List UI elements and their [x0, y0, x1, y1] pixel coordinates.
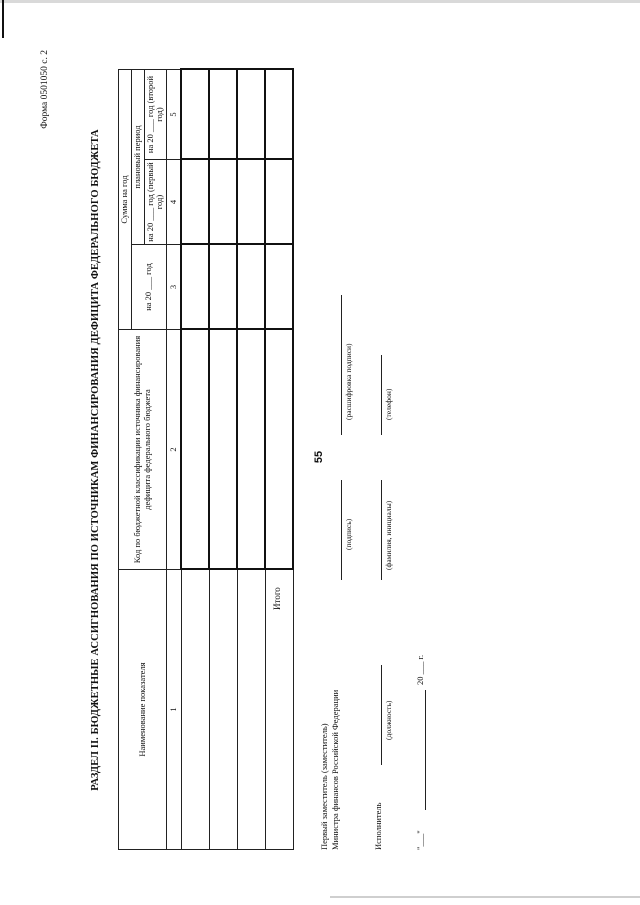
appropriations-table: [118, 69, 294, 851]
table-cell[interactable]: [237, 70, 265, 160]
column-number: 4: [167, 160, 182, 245]
name-line[interactable]: [381, 480, 382, 580]
table-cell[interactable]: [209, 570, 237, 850]
page-edge-bottom: [330, 896, 640, 898]
table-cell[interactable]: [265, 570, 293, 850]
table-cell[interactable]: [181, 245, 209, 330]
first-deputy-label: Первый заместитель (заместитель): [319, 723, 329, 850]
table-cell[interactable]: [265, 70, 293, 160]
table-cell[interactable]: [209, 160, 237, 245]
header-indicator-name: Наименование показателя: [119, 570, 167, 850]
section-title: РАЗДЕЛ II. БЮДЖЕТНЫЕ АССИГНОВАНИЯ ПО ИСТОЧНИКАМ ФИНАНСИРОВАНИЯ ДЕФИЦИТА ФЕДЕРАЛЬНОГО БЮДЖЕТА: [90, 129, 101, 791]
table-cell[interactable]: [181, 160, 209, 245]
table-cell[interactable]: [209, 245, 237, 330]
date-month-line[interactable]: [425, 690, 426, 810]
table-row: [209, 70, 237, 850]
signature-caption: (подпись): [344, 518, 353, 550]
ministry-label: Министра финансов Российской Федерации: [330, 689, 340, 850]
table-row: [265, 70, 293, 850]
column-number: 1: [167, 570, 182, 850]
header-budget-code: Код по бюджетной классификации источника финансирования дефицита федерального бюджета: [119, 330, 167, 570]
date-year[interactable]: 20 ___ г.: [415, 654, 425, 685]
table-cell[interactable]: [237, 160, 265, 245]
header-year: на 20 ___ год: [131, 245, 166, 330]
rotated-form: [40, 50, 600, 870]
executor-label: Исполнитель: [373, 802, 383, 850]
column-number: 2: [167, 330, 182, 570]
table-cell[interactable]: [181, 570, 209, 850]
column-number: 3: [167, 245, 182, 330]
table-cell[interactable]: [181, 70, 209, 160]
table-cell[interactable]: [209, 70, 237, 160]
page-edge-left: [2, 0, 4, 38]
table-row: [237, 70, 265, 850]
total-label: Итого: [272, 587, 282, 610]
phone-caption: (телефон): [384, 388, 393, 420]
header-sum-for-year: Сумма на год: [119, 70, 132, 330]
phone-line[interactable]: [381, 355, 382, 435]
table-cell[interactable]: [237, 245, 265, 330]
decoding-caption: (расшифровка подписи): [344, 343, 353, 420]
table-cell[interactable]: [237, 570, 265, 850]
form-code: Форма 0501050 с. 2: [40, 50, 50, 129]
signature-line[interactable]: [341, 480, 342, 580]
header-planning-period: плановый период: [131, 70, 144, 245]
header-first-year: на 20 ___ год (первый год): [144, 160, 167, 245]
table-cell[interactable]: [265, 160, 293, 245]
decoding-line[interactable]: [341, 295, 342, 435]
table-cell[interactable]: [209, 330, 237, 570]
table-cell[interactable]: [237, 330, 265, 570]
page-edge-top: [0, 0, 640, 3]
name-caption: (фамилия, инициалы): [384, 500, 393, 570]
date-day[interactable]: "___": [415, 830, 425, 850]
position-caption: (должность): [384, 700, 393, 740]
table-cell[interactable]: [265, 330, 293, 570]
column-number-row: [167, 70, 182, 850]
table-cell[interactable]: [181, 330, 209, 570]
column-number: 5: [167, 70, 182, 160]
position-line[interactable]: [381, 665, 382, 765]
header-second-year: на 20 ___ год (второй год): [144, 70, 167, 160]
table-cell[interactable]: [265, 245, 293, 330]
page-number: 55: [313, 450, 325, 464]
table-row: [181, 70, 209, 850]
